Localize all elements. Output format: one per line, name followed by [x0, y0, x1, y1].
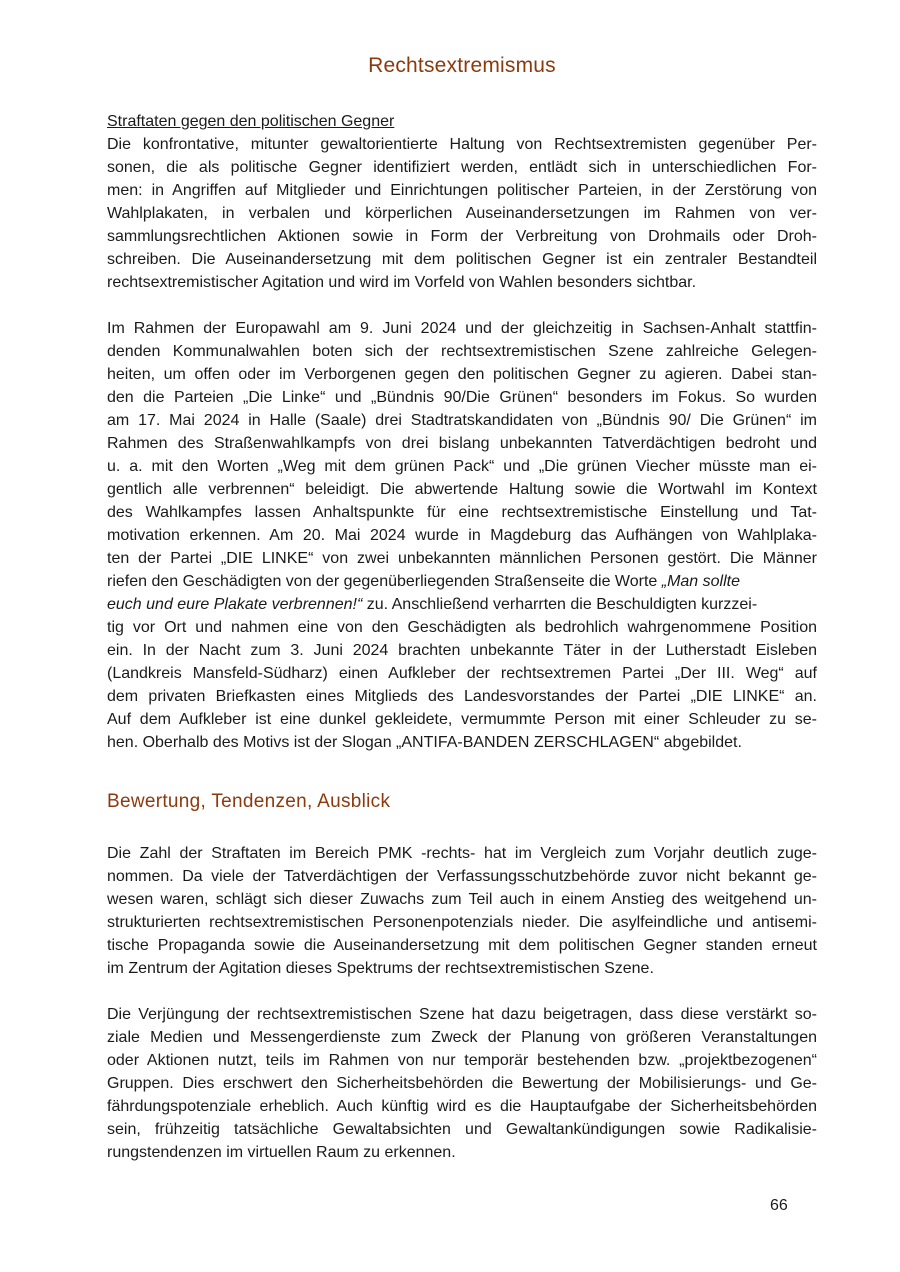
text-line: wesen waren, schlägt sich dieser Zuwachs zum Teil auch in einem Anstieg des weitgehend un- [107, 891, 817, 908]
section-title-assessment: Bewertung, Tendenzen, Ausblick [107, 791, 391, 812]
text-line: rungstendenzen im virtuellen Raum zu erkennen. [107, 1144, 456, 1161]
text-line: Die konfrontative, mitunter gewaltorientierte Haltung von Rechtsextremisten gegenüber Per- [107, 136, 817, 153]
paragraph-assessment [107, 842, 817, 980]
text-line: tische Propaganda sowie die Auseinandersetzung mit dem politischen Gegner standen erneut [107, 937, 817, 954]
text-line: (Landkreis Mansfeld-Südharz) einen Aufkleber der rechtsextremen Partei „Der III. Weg“ auf [107, 665, 817, 682]
text-line: ziale Medien und Messengerdienste zum Zweck der Planung von größeren Veranstaltungen [107, 1029, 817, 1046]
text-line: Im Rahmen der Europawahl am 9. Juni 2024 und der gleichzeitig in Sachsen-Anhalt stattfin- [107, 320, 817, 337]
text-line: tig vor Ort und nahmen eine von den Geschädigten als bedrohlich wahrgenommene Position [107, 619, 817, 636]
text-line: hen. Oberhalb des Motivs ist der Slogan „ANTIFA-BANDEN ZERSCHLAGEN“ abgebildet. [107, 734, 742, 751]
text-line: motivation erkennen. Am 20. Mai 2024 wurde in Magdeburg das Aufhängen von Wahlplaka- [107, 527, 817, 544]
text-line: sammlungsrechtlichen Aktionen sowie in Form der Verbreitung von Drohmails oder Droh- [107, 228, 817, 245]
quote-italic: euch und eure Plakate verbrennen!“ [107, 596, 363, 613]
text-line: schreiben. Die Auseinandersetzung mit dem politischen Gegner ist ein zentraler Bestandteil [107, 251, 817, 268]
text-line: denden Kommunalwahlen boten sich der rechtsextremistischen Szene zahlreiche Gelegen- [107, 343, 817, 360]
text-line: ten der Partei „DIE LINKE“ von zwei unbekannten männlichen Personen gestört. Die Männer [107, 550, 817, 567]
text-line: den die Parteien „Die Linke“ und „Bündnis 90/Die Grünen“ besonders im Fokus. So wurden [107, 389, 817, 406]
text-line: Die Zahl der Straftaten im Bereich PMK -rechts- hat im Vergleich zum Vorjahr deutlich zuge- [107, 845, 817, 862]
paragraph-intro [107, 133, 817, 294]
text-line: des Wahlkampfes lassen Anhaltspunkte für eine rechtsextremistische Einstellung und Tat- [107, 504, 817, 521]
text-line: u. a. mit den Worten „Weg mit dem grünen Pack“ und „Die grünen Viecher müsste man ei- [107, 458, 817, 475]
text-line: Gruppen. Dies erschwert den Sicherheitsbehörden die Bewertung der Mobilisierungs- und Ge- [107, 1075, 817, 1092]
text-line: dem privaten Briefkasten eines Mitglieds des Landesvorstandes der Partei „DIE LINKE“ an. [107, 688, 817, 705]
text-line: am 17. Mai 2024 in Halle (Saale) drei Stadtratskandidaten von „Bündnis 90/ Die Grünen“ im [107, 412, 817, 429]
text-segment: riefen den Geschädigten von der gegenüberliegenden Straßenseite die Worte [107, 573, 662, 590]
text-line: im Zentrum der Agitation dieses Spektrums der rechtsextremistischen Szene. [107, 960, 654, 977]
text-line: sonen, die als politische Gegner identifiziert werden, entlädt sich in unterschiedlichen For- [107, 159, 817, 176]
text-line [107, 570, 817, 593]
subheading-political-opponents: Straftaten gegen den politischen Gegner [107, 113, 395, 130]
text-line: nommen. Da viele der Tatverdächtigen der Verfassungsschutzbehörde zuvor nicht bekannt ge- [107, 868, 817, 885]
text-line: ein. In der Nacht zum 3. Juni 2024 brachten unbekannte Täter in der Lutherstadt Eisleben [107, 642, 817, 659]
text-line: strukturierten rechtsextremistischen Personenpotenzials nieder. Die asylfeindliche und antisemi- [107, 914, 817, 931]
text-segment: zu. Anschließend verharrten die Beschuldigten kurzzei- [362, 596, 758, 613]
text-line: oder Aktionen nutzt, teils im Rahmen von nur temporär bestehenden bzw. „projektbezogenen“ [107, 1052, 817, 1069]
text-line: heiten, um offen oder im Verborgenen gegen den politischen Gegner zu agieren. Dabei stan- [107, 366, 817, 383]
document-page [107, 50, 817, 1164]
text-line: men: in Angriffen auf Mitglieder und Einrichtungen politischer Parteien, in der Zerstörung von [107, 182, 817, 199]
text-line: rechtsextremistischer Agitation und wird im Vorfeld von Wahlen besonders sichtbar. [107, 274, 697, 291]
text-line: sein, frühzeitig tatsächliche Gewaltabsichten und Gewaltankündigungen sowie Radikalisie- [107, 1121, 817, 1138]
page-number: 66 [770, 1197, 788, 1214]
paragraph-outlook [107, 1003, 817, 1164]
text-line: Auf dem Aufkleber ist eine dunkel gekleidete, vermummte Person mit einer Schleuder zu se- [107, 711, 817, 728]
text-line [107, 593, 817, 616]
page-header-title: Rechtsextremismus [368, 54, 556, 77]
text-line: gentlich alle verbrennen“ beleidigt. Die abwertende Haltung sowie die Wortwahl im Kontext [107, 481, 817, 498]
text-line: Die Verjüngung der rechtsextremistischen Szene hat dazu beigetragen, dass diese verstärkt so- [107, 1006, 817, 1023]
paragraph-election-incidents [107, 317, 817, 754]
text-line: Wahlplakaten, in verbalen und körperlichen Auseinandersetzungen im Rahmen von ver- [107, 205, 817, 222]
quote-italic: „Man sollte [661, 573, 740, 590]
text-line: fährdungspotenziale erheblich. Auch künftig wird es die Hauptaufgabe der Sicherheitsbehörden [107, 1098, 817, 1115]
text-line: Rahmen des Straßenwahlkampfs von drei bislang unbekannten Tatverdächtigen bedroht und [107, 435, 817, 452]
